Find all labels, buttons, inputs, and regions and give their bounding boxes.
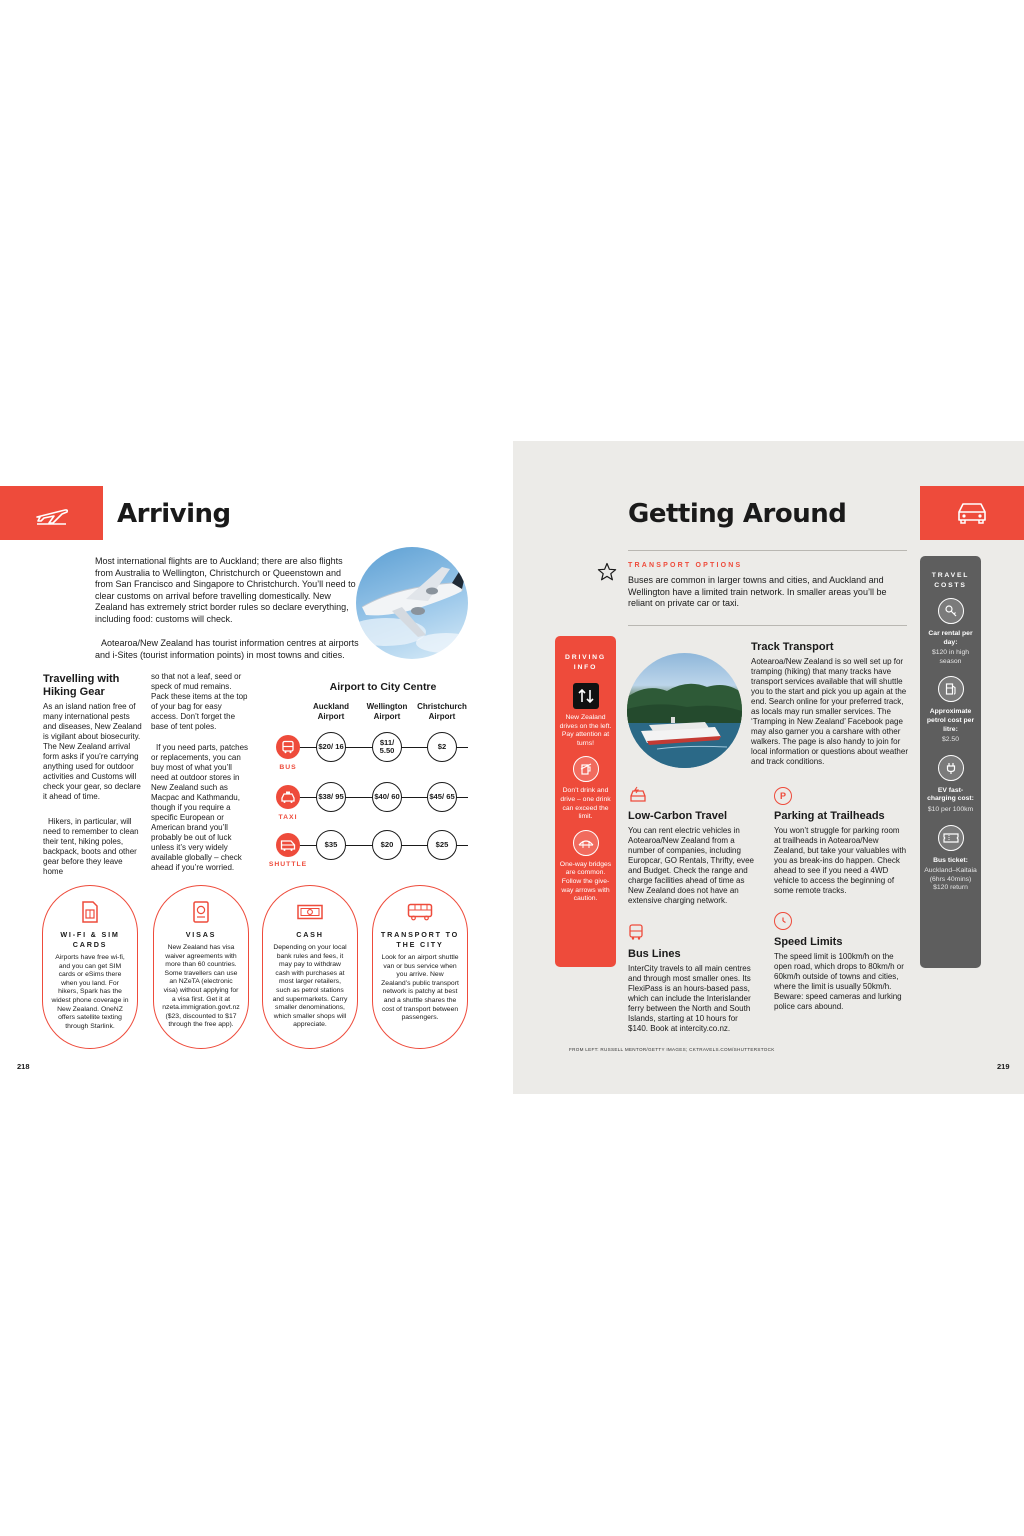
page-title: Arriving: [117, 499, 231, 529]
cash-icon: [297, 900, 323, 924]
parking-heading: Parking at Trailheads: [774, 810, 885, 822]
transport-city-text: Look for an airport shuttle van or bus service when you arrive. New Zealand’s public transport network is patchy at best and a shuttle shares the cost of transport between passengers.: [381, 954, 459, 1022]
transport-options-text: Buses are common in larger towns and cities, and Auckland and Wellington have a limited train network. In smaller areas you’ll be reliant on private car or taxi.: [628, 575, 887, 609]
travel-costs-title: TRAVEL COSTS: [931, 572, 970, 589]
taxi-wellington-price: $40/ 60: [372, 782, 402, 812]
transport-options-label: TRANSPORT OPTIONS: [628, 562, 743, 569]
star-icon: [597, 562, 617, 582]
cash-card: [262, 885, 358, 1049]
shuttle-christchurch-price: $25: [427, 830, 457, 860]
driving-info-box: [555, 636, 616, 967]
track-transport-heading: Track Transport: [751, 641, 834, 653]
visas-text: New Zealand has visa waiver agreements with more than 60 countries. Some travellers can use an NZeTA (electronic visa) without applying for a visa first. Get it at nzeta.immigration.govt.nz ($23, discounted to $17 through the free app).: [162, 944, 240, 1029]
shuttle-wellington-price: $20: [372, 830, 402, 860]
taxi-icon: [276, 785, 300, 809]
car-rental-label: Car rental per day:: [928, 630, 973, 646]
shuttle-icon: [276, 833, 300, 857]
airplane-image-icon: [356, 547, 468, 659]
car-tab: [920, 486, 1024, 540]
hiking-paragraph-1: As an island nation free of many international pests and diseases, New Zealand is vigilant about biosecurity. The New Zealand arrival form asks if you’re carrying anything used for outdoor activities and Customs will check your gear, so declare it ahead of time.: [43, 702, 142, 801]
sim-card-icon: [77, 900, 103, 924]
intro-paragraph-2: Aotearoa/New Zealand has tourist information centres at airports and i-Sites (tourist information points) in most towns and cities.: [95, 638, 359, 660]
airplane-tab: [0, 486, 103, 540]
travel-costs-box: [920, 556, 981, 968]
photo-credits: FROM LEFT: RUSSELL MENTOR/GETTY IMAGES; CKTRAVELS.COM/SHUTTERSTOCK: [569, 1047, 775, 1052]
bus-wellington-price: $11/ 5.50: [372, 732, 402, 762]
wifi-sim-card: [42, 885, 138, 1049]
track-transport-text: Aotearoa/New Zealand is so well set up for tramping (hiking) that many tracks have transport services available that will shuttle you to the start and pick you up again at the end. Search online for your preferred track, as locals may run smaller services. The ‘Tramping in New Zealand’ Facebook page may also garner you a carshare with other walkers. The page is also handy to join for local information or questions about weather and track conditions.: [751, 657, 908, 766]
low-carbon-heading: Low-Carbon Travel: [628, 810, 728, 822]
wifi-sim-text: Airports have free wi-fi, and you can get SIM cards or eSims there when you land. For hikers, Spark has the widest phone coverage in New Zealand. OneNZ offers satellite texting through Starlink.: [51, 954, 129, 1030]
fuel-pump-icon: [938, 676, 964, 702]
bus-icon: [276, 735, 300, 759]
beer-icon: [573, 756, 599, 782]
shuttle-row-label: SHUTTLE: [268, 861, 308, 868]
car-ev-icon: [628, 786, 648, 809]
speed-limits-text: The speed limit is 100km/h on the open road, which drops to 80km/h or 60km/h outside of towns and cities, where the limit is usually 50km/h. Beware: speed cameras and lurking police cars abound.: [774, 952, 904, 1011]
bus-auckland-price: $20/ 16: [316, 732, 346, 762]
bus-row-label: BUS: [279, 764, 297, 771]
column-wellington: Wellington Airport: [366, 702, 408, 721]
bus-lines-heading: Bus Lines: [628, 948, 681, 960]
bus-ticket-value: Auckland–Kaitaia (6hrs 40mins) $120 return: [924, 867, 977, 892]
column-christchurch: Christchurch Airport: [417, 702, 467, 721]
right-page: [513, 441, 1024, 1094]
low-carbon-text: You can rent electric vehicles in Aotearoa/New Zealand from a number of companies, including Europcar, GO Rentals, Thrifty, evee and Budget. Check the range and charge facilities ahead of time as New Zealand does not have an extensive charging network.: [628, 826, 754, 905]
airplane-photo: [356, 547, 468, 659]
hiking-paragraph-2: Hikers, in particular, will need to remember to clean their tent, hiking poles, backpack, boots and other gear before they leave home: [43, 817, 139, 876]
taxi-christchurch-price: $45/ 65: [427, 782, 457, 812]
hiking-gear-heading: Travelling with Hiking Gear: [43, 673, 120, 698]
intro-paragraph-1: Most international flights are to Auckland; there are also flights from Australia to Wellington, Christchurch or Queenstown and from San Francisco and Singapore to Christchurch. You’ll need to clear customs on arrival before travelling domestically. New Zealand has extremely strict border rules so declare everything, including food: customs will check.: [95, 556, 356, 624]
ev-charging-label: EV fast-charging cost:: [927, 786, 974, 803]
drink-drive-text: Don’t drink and drive – one drink can exceed the limit.: [560, 787, 611, 821]
parking-icon: P: [774, 787, 792, 805]
cash-title: CASH: [296, 930, 324, 939]
petrol-cost-label: Approximate petrol cost per litre:: [926, 708, 975, 733]
wifi-sim-title: WI-FI & SIM CARDS: [60, 930, 120, 949]
bus-christchurch-price: $2: [427, 732, 457, 762]
visas-title: VISAS: [185, 930, 217, 939]
page-number-left: 218: [17, 1062, 30, 1071]
airport-table-title: Airport to City Centre: [329, 681, 437, 693]
speedometer-icon: [774, 912, 792, 930]
bridge-icon: [573, 830, 599, 856]
ferry-photo: [627, 653, 742, 768]
page-title: Getting Around: [628, 499, 847, 529]
parking-text: You won’t struggle for parking room at trailheads in Aotearoa/New Zealand, but take your valuables with you as break-ins do happen. Check ahead to see if you need a 4WD vehicle to access the beginning of some remote tracks.: [774, 826, 907, 895]
bus-ticket-icon: [938, 825, 964, 851]
visas-card: [153, 885, 249, 1049]
petrol-cost-value: $2.50: [941, 736, 959, 744]
divider-bottom: [628, 625, 907, 626]
book-spread: [0, 441, 1024, 1094]
taxi-row-label: TAXI: [278, 814, 298, 821]
bus-lines-text: InterCity travels to all main centres and through most smaller ones. Its FlexiPass is an hours-based pass, which can include the Interislander ferry between the North and South Islands, starting at 10 hours for $140. Book at intercity.co.nz.: [628, 964, 751, 1033]
cash-text: Depending on your local bank rules and fees, it may pay to withdraw cash with purchases at most larger retailers, such as petrol stations and supermarkets. Carry smaller denominations, which smaller shops will appreciate.: [272, 944, 348, 1029]
car-key-icon: [938, 598, 964, 624]
divider-top: [628, 550, 907, 551]
bus-lines-icon: [628, 923, 644, 946]
left-page: [0, 441, 513, 1094]
bus-icon: [407, 900, 433, 924]
hiking-paragraph-4: If you need parts, patches or replacements, you can buy most of what you’ll need at outdoor stores in New Zealand such as Macpac and Kathmandu, though if you require a specific European or American brand you’ll probably be out of luck unless it’s very widely available globally – check ahead if you’re worried.: [151, 743, 249, 872]
ferry-image-icon: [627, 653, 742, 768]
drive-left-text: New Zealand drives on the left. Pay attention at turns!: [559, 714, 612, 747]
page-number-right: 219: [997, 1062, 1010, 1071]
taxi-auckland-price: $38/ 95: [316, 782, 346, 812]
airplane-icon: [35, 501, 69, 525]
hiking-paragraph-3: so that not a leaf, seed or speck of mud remains. Pack these items at the top of your bag for easy access. Don’t forget the base of tent poles.: [151, 672, 248, 731]
car-icon: [955, 501, 989, 525]
transport-city-card: [372, 885, 468, 1049]
car-rental-value: $120 in high season: [931, 649, 970, 665]
passport-icon: [188, 900, 214, 924]
ev-plug-icon: [938, 755, 964, 781]
ev-charging-value: $10 per 100km: [927, 805, 974, 813]
driving-info-title: DRIVING INFO: [565, 654, 606, 671]
shuttle-auckland-price: $35: [316, 830, 346, 860]
two-way-arrows-icon: [573, 683, 599, 709]
bus-ticket-label: Bus ticket:: [933, 856, 968, 864]
column-auckland: Auckland Airport: [312, 702, 349, 721]
transport-city-title: TRANSPORT TO THE CITY: [380, 930, 460, 949]
one-way-bridges-text: One-way bridges are common. Follow the give-way arrows with caution.: [559, 860, 612, 903]
speed-limits-heading: Speed Limits: [774, 936, 843, 948]
